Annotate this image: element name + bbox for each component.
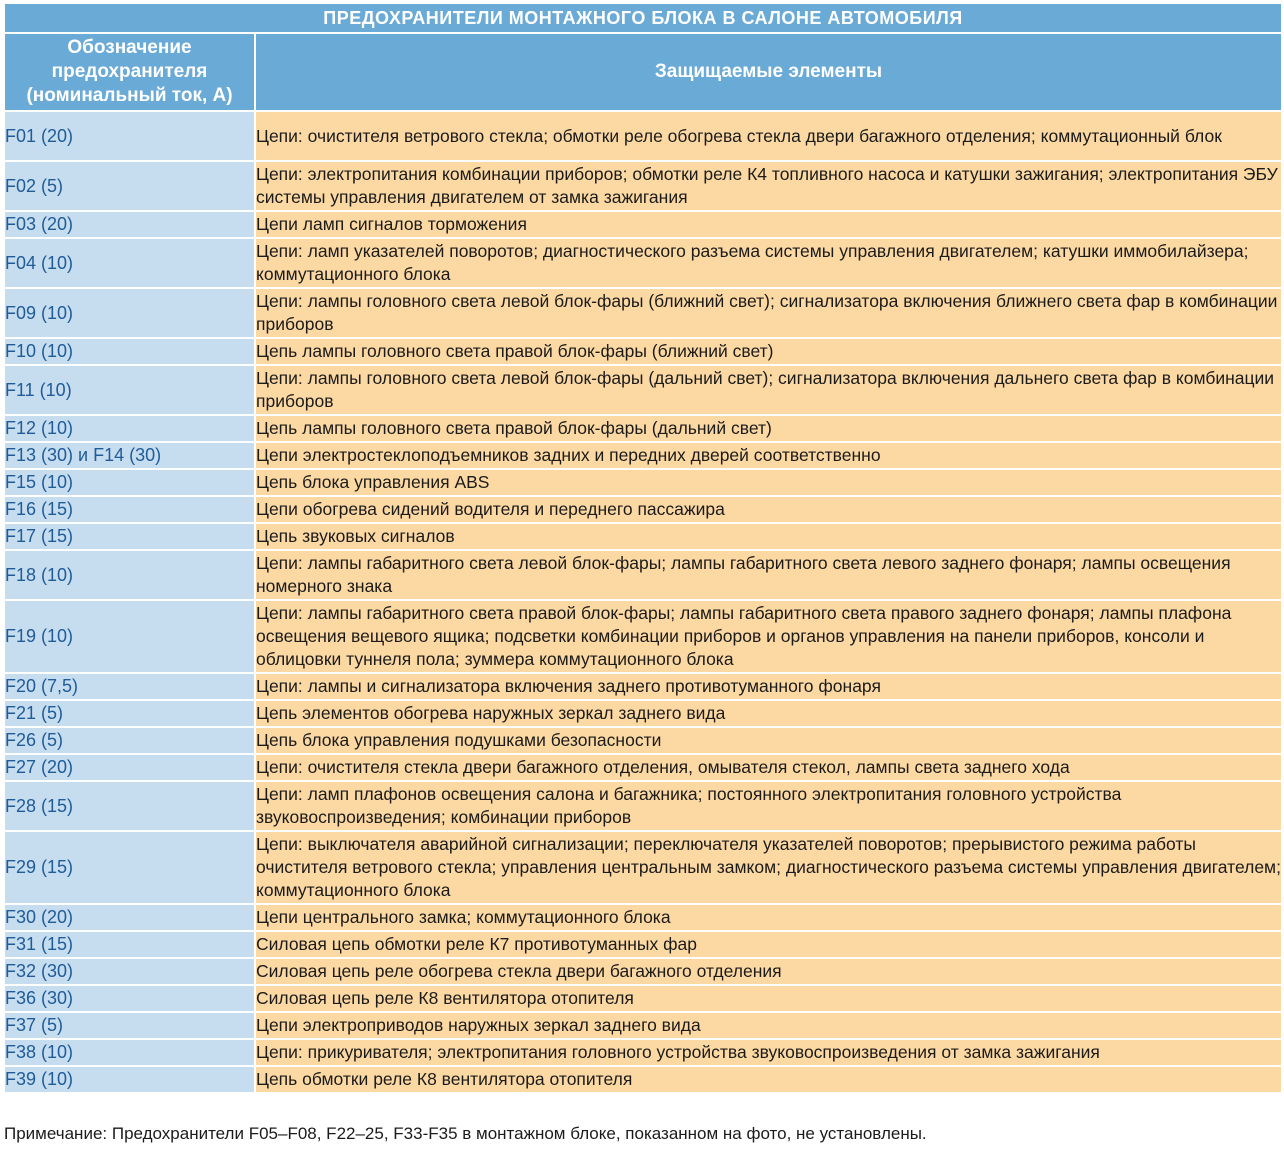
protected-elements: Цепи: лампы головного света левой блок-фары (дальний свет); сигнализатора включения дальнего света фар в комбинации приборов <box>255 365 1282 415</box>
fuse-designation: F31 (15) <box>4 931 255 958</box>
fuse-designation: F21 (5) <box>4 700 255 727</box>
fuse-designation: F27 (20) <box>4 754 255 781</box>
fuse-designation: F16 (15) <box>4 496 255 523</box>
protected-elements: Силовая цепь обмотки реле К7 противотуманных фар <box>255 931 1282 958</box>
table-row <box>4 1039 1282 1066</box>
table-body <box>4 111 1282 1093</box>
table-row <box>4 754 1282 781</box>
fuse-designation: F17 (15) <box>4 523 255 550</box>
protected-elements: Силовая цепь реле К8 вентилятора отопителя <box>255 985 1282 1012</box>
header-fuse-designation: Обозначение предохранителя (номинальный ток, А) <box>4 33 255 111</box>
protected-elements: Цепи: лампы и сигнализатора включения заднего противотуманного фонаря <box>255 673 1282 700</box>
protected-elements: Цепь элементов обогрева наружных зеркал заднего вида <box>255 700 1282 727</box>
fuse-designation: F13 (30) и F14 (30) <box>4 442 255 469</box>
protected-elements: Цепи центрального замка; коммутационного блока <box>255 904 1282 931</box>
table-row <box>4 831 1282 904</box>
table-row <box>4 442 1282 469</box>
protected-elements: Цепи: прикуривателя; электропитания головного устройства звуковоспроизведения от замка зажигания <box>255 1039 1282 1066</box>
fuse-designation: F12 (10) <box>4 415 255 442</box>
table-row <box>4 365 1282 415</box>
protected-elements: Цепь блока управления подушками безопасности <box>255 727 1282 754</box>
table-row <box>4 550 1282 600</box>
fuse-designation: F09 (10) <box>4 288 255 338</box>
fuse-designation: F38 (10) <box>4 1039 255 1066</box>
protected-elements: Цепи электростеклоподъемников задних и передних дверей соответственно <box>255 442 1282 469</box>
table-row <box>4 700 1282 727</box>
fuse-designation: F30 (20) <box>4 904 255 931</box>
protected-elements: Цепь лампы головного света правой блок-фары (дальний свет) <box>255 415 1282 442</box>
protected-elements: Цепи: лампы габаритного света левой блок-фары; лампы габаритного света левого заднего фонаря; лампы освещения номерного знака <box>255 550 1282 600</box>
protected-elements: Цепи: лампы головного света левой блок-фары (ближний свет); сигнализатора включения ближнего света фар в комбинации приборов <box>255 288 1282 338</box>
fuse-designation: F32 (30) <box>4 958 255 985</box>
table-row <box>4 727 1282 754</box>
table-row <box>4 1066 1282 1093</box>
protected-elements: Цепь блока управления ABS <box>255 469 1282 496</box>
table-row <box>4 161 1282 211</box>
table-row <box>4 338 1282 365</box>
protected-elements: Цепи: ламп плафонов освещения салона и багажника; постоянного электропитания головного устройства звуковоспроизведения; комбинации приборов <box>255 781 1282 831</box>
fuse-designation: F36 (30) <box>4 985 255 1012</box>
table-row <box>4 600 1282 673</box>
table-row <box>4 904 1282 931</box>
protected-elements: Силовая цепь реле обогрева стекла двери багажного отделения <box>255 958 1282 985</box>
fuse-designation: F37 (5) <box>4 1012 255 1039</box>
fuse-designation: F10 (10) <box>4 338 255 365</box>
header-protected-elements: Защищаемые элементы <box>255 33 1282 111</box>
table-row <box>4 211 1282 238</box>
fuse-designation: F39 (10) <box>4 1066 255 1093</box>
protected-elements: Цепи ламп сигналов торможения <box>255 211 1282 238</box>
fuse-designation: F15 (10) <box>4 469 255 496</box>
table-row <box>4 111 1282 161</box>
table-row <box>4 931 1282 958</box>
protected-elements: Цепь лампы головного света правой блок-фары (ближний свет) <box>255 338 1282 365</box>
table-row <box>4 958 1282 985</box>
protected-elements: Цепи: очистителя ветрового стекла; обмотки реле обогрева стекла двери багажного отделения; коммутационный блок <box>255 111 1282 161</box>
fuse-designation: F29 (15) <box>4 831 255 904</box>
fuse-table-container <box>3 2 1281 1094</box>
table-row <box>4 469 1282 496</box>
table-row <box>4 781 1282 831</box>
protected-elements: Цепи: ламп указателей поворотов; диагностического разъема системы управления двигателем; катушки иммобилайзера; коммутационного блока <box>255 238 1282 288</box>
fuse-designation: F20 (7,5) <box>4 673 255 700</box>
table-row <box>4 1012 1282 1039</box>
table-row <box>4 415 1282 442</box>
fuse-designation: F03 (20) <box>4 211 255 238</box>
fuse-designation: F19 (10) <box>4 600 255 673</box>
table-row <box>4 673 1282 700</box>
table-row <box>4 288 1282 338</box>
protected-elements: Цепи: очистителя стекла двери багажного отделения, омывателя стекол, лампы света заднего хода <box>255 754 1282 781</box>
table-row <box>4 496 1282 523</box>
fuse-designation: F01 (20) <box>4 111 255 161</box>
protected-elements: Цепи обогрева сидений водителя и переднего пассажира <box>255 496 1282 523</box>
protected-elements: Цепь обмотки реле К8 вентилятора отопителя <box>255 1066 1282 1093</box>
fuse-designation: F26 (5) <box>4 727 255 754</box>
fuse-designation: F02 (5) <box>4 161 255 211</box>
fuse-designation: F18 (10) <box>4 550 255 600</box>
fuse-table <box>3 2 1283 1094</box>
table-row <box>4 523 1282 550</box>
fuse-designation: F28 (15) <box>4 781 255 831</box>
table-title: ПРЕДОХРАНИТЕЛИ МОНТАЖНОГО БЛОКА В САЛОНЕ АВТОМОБИЛЯ <box>4 3 1282 33</box>
protected-elements: Цепи электроприводов наружных зеркал заднего вида <box>255 1012 1282 1039</box>
protected-elements: Цепи: выключателя аварийной сигнализации; переключателя указателей поворотов; прерывистого режима работы очистителя ветрового стекла; управления центральным замком; диагностического разъема системы управления двигателем; коммутационного блока <box>255 831 1282 904</box>
footnote: Примечание: Предохранители F05–F08, F22–25, F33-F35 в монтажном блоке, показанном на фото, не установлены. <box>4 1124 927 1143</box>
fuse-designation: F11 (10) <box>4 365 255 415</box>
protected-elements: Цепи: лампы габаритного света правой блок-фары; лампы габаритного света правого заднего фонаря; лампы плафона освещения вещевого ящика; подсветки комбинации приборов и органов управления на панели приборов, консоли и облицовки туннеля пола; зуммера коммутационного блока <box>255 600 1282 673</box>
table-row <box>4 985 1282 1012</box>
protected-elements: Цепь звуковых сигналов <box>255 523 1282 550</box>
fuse-designation: F04 (10) <box>4 238 255 288</box>
protected-elements: Цепи: электропитания комбинации приборов; обмотки реле К4 топливного насоса и катушки зажигания; электропитания ЭБУ системы управления двигателем от замка зажигания <box>255 161 1282 211</box>
table-row <box>4 238 1282 288</box>
